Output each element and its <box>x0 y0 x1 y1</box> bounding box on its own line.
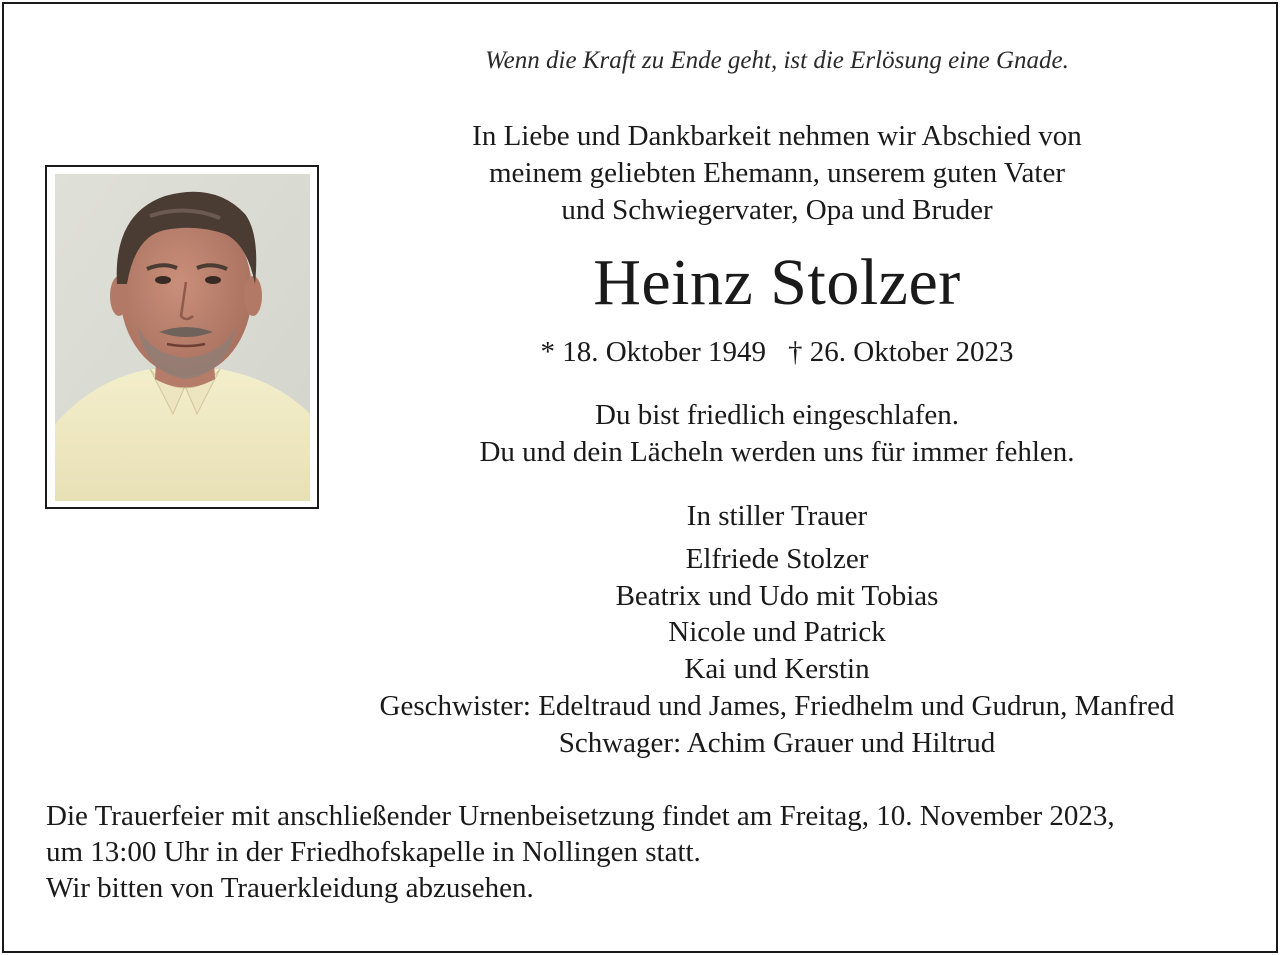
mourner-line: Nicole und Patrick <box>668 616 886 649</box>
mourners-list <box>274 541 1280 761</box>
intro-line: In Liebe und Dankbarkeit nehmen wir Abschied von <box>472 120 1082 152</box>
notice-line: um 13:00 Uhr in der Friedhofskapelle in Nollingen statt. <box>46 836 701 868</box>
mourner-line: Geschwister: Edeltraud und James, Friedhelm und Gudrun, Manfred <box>379 689 1175 722</box>
life-dates <box>274 334 1280 370</box>
death-date: † 26. Oktober 2023 <box>788 336 1014 368</box>
funeral-notice <box>46 798 1256 906</box>
quote-line: Du und dein Lächeln werden uns für immer fehlen. <box>479 436 1075 468</box>
farewell-quote <box>274 397 1280 471</box>
notice-line: Die Trauerfeier mit anschließender Urnenbeisetzung findet am Freitag, 10. November 2023, <box>46 800 1115 832</box>
portrait-photo <box>55 174 310 501</box>
intro-line: und Schwiegervater, Opa und Bruder <box>561 194 993 226</box>
mourner-line: Beatrix und Udo mit Tobias <box>615 579 939 612</box>
mourner-line: Kai und Kerstin <box>684 653 870 686</box>
birth-date: * 18. Oktober 1949 <box>540 336 766 368</box>
intro-line: meinem geliebten Ehemann, unserem guten Vater <box>488 157 1066 189</box>
intro-text <box>274 118 1280 229</box>
deceased-name: Heinz Stolzer <box>593 246 961 319</box>
mourning-heading: In stiller Trauer <box>686 500 868 532</box>
mourner-line: Elfriede Stolzer <box>685 543 869 575</box>
mourner-line: Schwager: Achim Grauer und Hiltrud <box>558 726 996 759</box>
motto: Wenn die Kraft zu Ende geht, ist die Erlösung eine Gnade. <box>485 47 1069 74</box>
notice-line: Wir bitten von Trauerkleidung abzusehen. <box>46 872 534 904</box>
quote-line: Du bist friedlich eingeschlafen. <box>595 399 959 431</box>
